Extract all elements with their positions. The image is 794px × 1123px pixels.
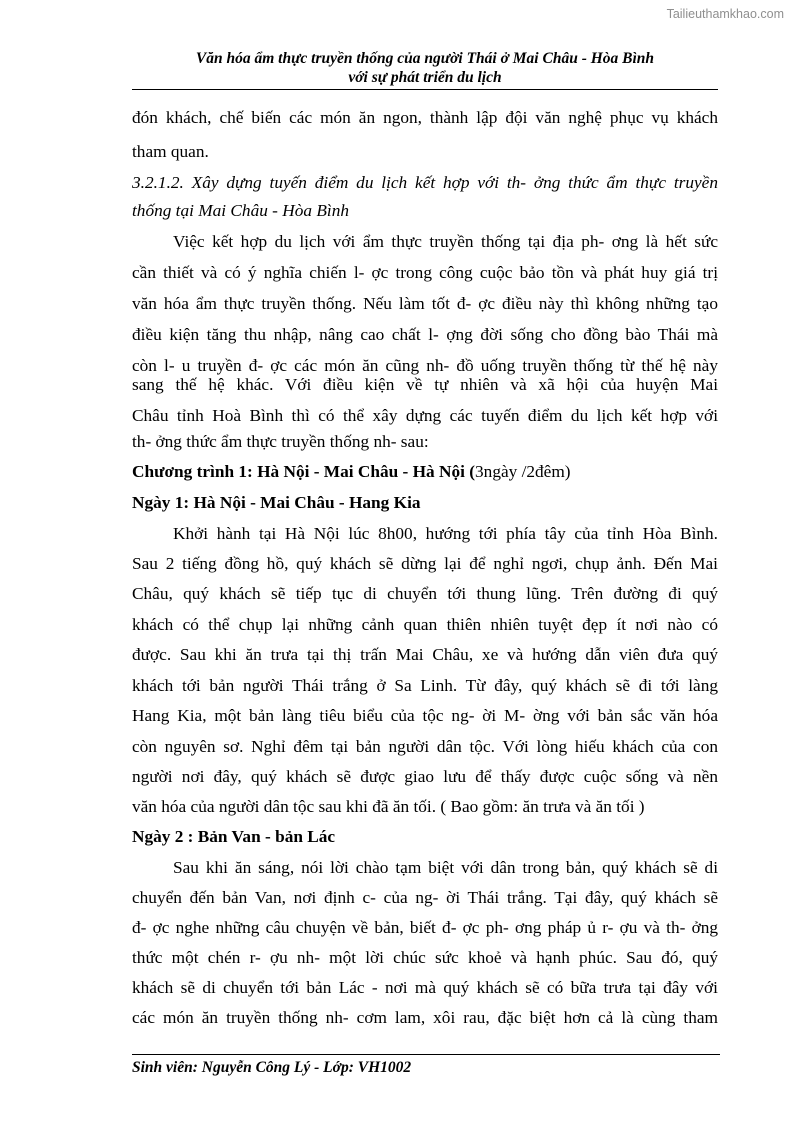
text-line: còn l- u truyền đ- ợc các món ăn cũng nh- đồ uống truyền thống từ thế hệ này: [132, 356, 718, 375]
day-heading: Ngày 2 : Bản Van - bản Lác: [132, 827, 336, 846]
text-line: Châu, quý khách sẽ tiếp tục di chuyển tới thung lũng. Trên đường đi quý: [132, 584, 718, 603]
text-line: khách tới bản người Thái trắng ở Sa Linh. Từ đây, quý khách sẽ đi tới làng: [132, 676, 718, 695]
header-title-line-1: Văn hóa ẩm thực truyền thống của người Thái ở Mai Châu - Hòa Bình: [195, 50, 655, 67]
program-heading: [132, 461, 571, 483]
text-line: được. Sau khi ăn trưa tại thị trấn Mai Châu, xe và hướng dẫn viên đưa quý: [132, 645, 718, 664]
text-line: người nơi đây, quý khách sẽ được giao lưu để thấy được cuộc sống và nền: [132, 767, 718, 786]
text-line: văn hóa của người dân tộc sau khi đã ăn tối. ( Bao gồm: ăn trưa và ăn tối ): [132, 797, 645, 816]
header-title-line-2: với sự phát triển du lịch: [348, 69, 502, 86]
text-line: còn nguyên sơ. Nghỉ đêm tại bản người dân tộc. Với lòng hiếu khách của con: [132, 737, 718, 756]
section-heading: 3.2.1.2. Xây dựng tuyến điểm du lịch kết hợp với th- ởng thức ẩm thực truyền: [132, 173, 718, 192]
text-line: đ- ợc nghe những câu chuyện về bản, biết đ- ợc ph- ơng pháp ủ r- ợu và th- ởng: [132, 918, 718, 937]
text-line: các món ăn truyền thống nh- cơm lam, xôi rau, đặc biệt hơn cả là cùng tham: [132, 1008, 718, 1027]
text-line: chuyển đến bản Van, nơi định c- của ng- ời Thái trắng. Tại đây, quý khách sẽ: [132, 888, 718, 907]
text-line: điều kiện tăng thu nhập, nâng cao chất l- ợng đời sống cho đồng bào Thái mà: [132, 325, 718, 344]
footer-divider: [132, 1054, 720, 1055]
text-line: sang thế hệ khác. Với điều kiện về tự nhiên và xã hội của huyện Mai: [132, 375, 718, 394]
text-line: khách sẽ di chuyển tới bản Lác - nơi mà quý khách sẽ có bữa trưa tại đây với: [132, 978, 718, 997]
text-line: Sau 2 tiếng đồng hồ, quý khách sẽ dừng lại để nghỉ ngơi, chụp ảnh. Đến Mai: [132, 554, 718, 573]
text-line: Khởi hành tại Hà Nội lúc 8h00, hướng tới phía tây của tỉnh Hòa Bình.: [173, 524, 718, 543]
page-footer: Sinh viên: Nguyễn Công Lý - Lớp: VH1002: [132, 1059, 412, 1076]
text-line: văn hóa ẩm thực truyền thống. Nếu làm tốt đ- ợc điều này thì không những tạo: [132, 294, 718, 313]
text-line: Sau khi ăn sáng, nói lời chào tạm biệt với dân trong bản, quý khách sẽ di: [173, 858, 718, 877]
watermark: Tailieuthamkhao.com: [666, 7, 784, 21]
text-line: thức một chén r- ợu nh- một lời chúc sức khoẻ và hạnh phúc. Sau đó, quý: [132, 948, 718, 967]
text-line: tham quan.: [132, 142, 209, 161]
text-line: khách có thể chụp lại những cảnh quan thiên nhiên tuyệt đẹp ít nơi nào có: [132, 615, 718, 634]
header-divider: [132, 89, 718, 90]
section-heading: thống tại Mai Châu - Hòa Bình: [132, 201, 349, 220]
text-line: Hang Kia, một bản làng tiêu biểu của tộc ng- ời M- ờng với bản sắc văn hóa: [132, 706, 718, 725]
text-line: Việc kết hợp du lịch với ẩm thực truyền thống tại địa ph- ơng là hết sức: [173, 232, 718, 251]
text-line: cần thiết và có ý nghĩa chiến l- ợc trong công cuộc bảo tồn và phát huy giá trị: [132, 263, 718, 282]
text-line: Châu tỉnh Hoà Bình thì có thể xây dựng các tuyến điểm du lịch kết hợp với: [132, 406, 718, 425]
program-title: Chương trình 1: Hà Nội - Mai Châu - Hà Nội (: [132, 462, 476, 481]
program-duration: 3ngày /2đêm): [475, 462, 571, 481]
text-line: đón khách, chế biến các món ăn ngon, thành lập đội văn nghệ phục vụ khách: [132, 108, 718, 127]
day-heading: Ngày 1: Hà Nội - Mai Châu - Hang Kia: [132, 493, 421, 512]
text-line: th- ởng thức ẩm thực truyền thống nh- sau:: [132, 432, 429, 451]
